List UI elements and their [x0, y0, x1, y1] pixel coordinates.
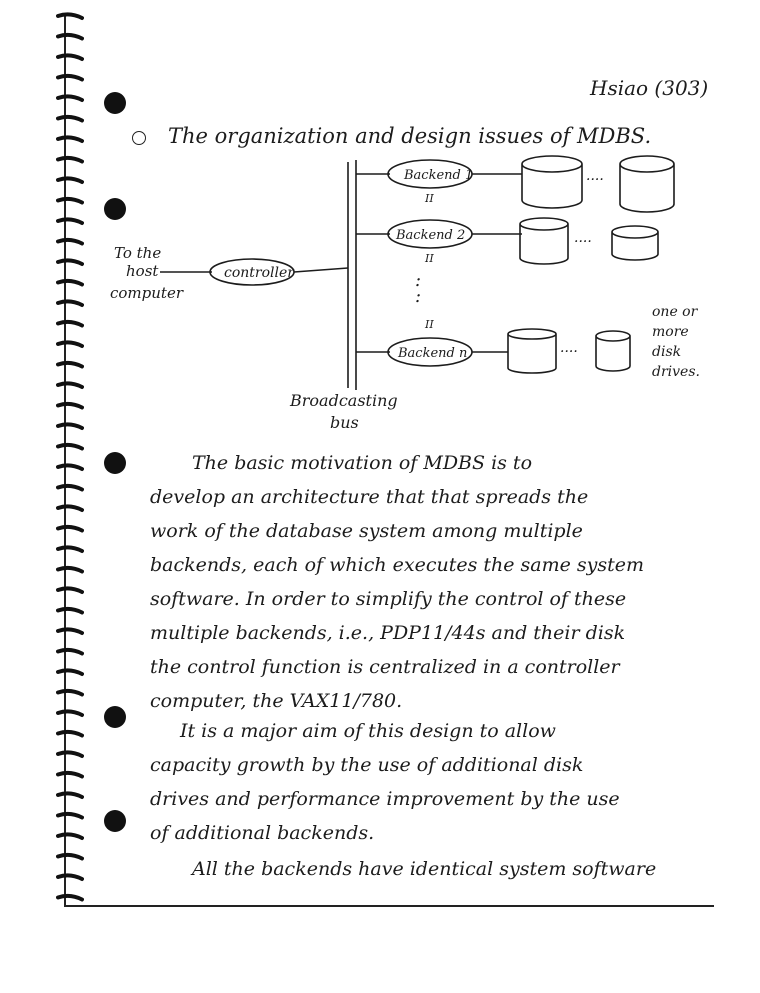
disk-drive [596, 331, 630, 371]
host-label-line: computer [110, 284, 183, 302]
spiral-coil [58, 363, 82, 367]
disk-label-line: drives. [652, 364, 700, 380]
disk-drive [508, 329, 556, 373]
spiral-coil [58, 383, 82, 387]
spiral-coil [58, 834, 82, 838]
spiral-coil [58, 76, 82, 80]
spiral-coil [58, 650, 82, 654]
spiral-coil [58, 55, 82, 59]
spiral-coil [58, 424, 82, 428]
disk-label-line: one or [652, 304, 698, 320]
text-line: work of the database system among multiple [150, 520, 583, 542]
bullet-icon [132, 131, 146, 145]
spiral-coil [58, 711, 82, 715]
backend-1-label: Backend 1 [404, 168, 474, 183]
spiral-coil [58, 896, 82, 900]
spiral-coil [58, 691, 82, 695]
spiral-coil [58, 506, 82, 510]
spiral-coil [58, 117, 82, 121]
spiral-coil [58, 568, 82, 572]
text-line: All the backends have identical system software [192, 858, 657, 880]
text-line: the control function is centralized in a controller [150, 656, 620, 678]
punch-hole [104, 810, 126, 832]
horizontal-ellipsis: ···· [560, 344, 578, 360]
spiral-coil [58, 342, 82, 346]
equals-mark: II [425, 252, 434, 265]
spiral-coil [58, 301, 82, 305]
spiral-coil [58, 609, 82, 613]
spiral-coil [58, 855, 82, 859]
bus-label-line: Broadcasting [290, 391, 398, 410]
host-label-line: To the [114, 244, 162, 262]
page-bottom-edge [64, 905, 714, 907]
punch-hole [104, 706, 126, 728]
spiral-coil [58, 322, 82, 326]
host-label-line: host [126, 262, 159, 280]
controller-bus-link [294, 268, 348, 272]
disk-drive [612, 226, 658, 260]
page-header: Hsiao (303) [590, 76, 709, 100]
spiral-coil [58, 732, 82, 736]
horizontal-ellipsis: ···· [586, 172, 604, 188]
spiral-coil [58, 547, 82, 551]
spiral-coil [58, 445, 82, 449]
spiral-coil [58, 486, 82, 490]
bus-label-line: bus [330, 413, 359, 432]
disk-drive [520, 218, 568, 264]
spiral-coil [58, 588, 82, 592]
spiral-binding [56, 10, 84, 910]
mdbs-architecture-diagram [100, 150, 740, 440]
text-line: multiple backends, i.e., PDP11/44s and their disk [150, 622, 626, 644]
spiral-coil [58, 260, 82, 264]
spiral-coil [58, 240, 82, 244]
text-line: develop an architecture that that spreads the [150, 486, 589, 508]
equals-mark: II [425, 192, 434, 205]
spiral-coil [58, 773, 82, 777]
text-line: of additional backends. [150, 822, 375, 844]
spiral-coil [58, 404, 82, 408]
spiral-coil [58, 875, 82, 879]
section-heading [132, 124, 651, 148]
heading-text: The organization and design issues of MDBS. [168, 124, 652, 148]
text-line: It is a major aim of this design to allow [180, 720, 556, 742]
punch-hole [104, 92, 126, 114]
spiral-coil [58, 96, 82, 100]
text-line: software. In order to simplify the control of these [150, 588, 627, 610]
disk-label-line: more [652, 324, 689, 340]
text-line: computer, the VAX11/780. [150, 690, 403, 712]
backend-n-label: Backend n [398, 346, 468, 361]
equals-mark: II [425, 318, 434, 331]
spiral-coil [58, 158, 82, 162]
disk-drive [522, 156, 582, 208]
punch-hole [104, 452, 126, 474]
text-line: The basic motivation of MDBS is to [192, 452, 533, 474]
controller-label: controller [224, 265, 294, 281]
spiral-coil [58, 752, 82, 756]
text-line: capacity growth by the use of additional disk [150, 754, 584, 776]
spiral-coil [58, 178, 82, 182]
spiral-coil [58, 793, 82, 797]
vertical-ellipsis: : [415, 286, 422, 307]
spiral-coil [58, 35, 82, 39]
backend-2-label: Backend 2 [396, 228, 466, 243]
spiral-coil [58, 219, 82, 223]
horizontal-ellipsis: ···· [574, 234, 592, 250]
paragraph-design-aim [150, 714, 720, 850]
spiral-coil [58, 814, 82, 818]
spiral-coil [58, 670, 82, 674]
spiral-coil [58, 527, 82, 531]
paragraph-system-software [150, 852, 720, 886]
spiral-coil [58, 137, 82, 141]
spiral-coil [58, 14, 82, 18]
vertical-ellipsis: : [415, 270, 422, 291]
spiral-coil [58, 281, 82, 285]
spiral-coil [58, 629, 82, 633]
spiral-coil [58, 199, 82, 203]
disk-label-line: disk [652, 344, 682, 360]
disk-drive [620, 156, 674, 212]
spiral-coil [58, 465, 82, 469]
text-line: backends, each of which executes the same system [150, 554, 645, 576]
text-line: drives and performance improvement by the use [150, 788, 620, 810]
paragraph-motivation [150, 446, 720, 718]
